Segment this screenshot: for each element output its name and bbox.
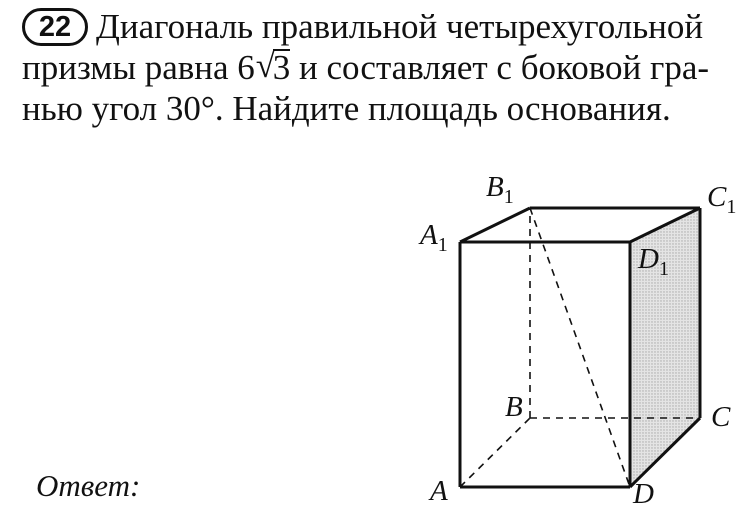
edge-A1B1	[460, 208, 530, 242]
sqrt-radicand: 3	[272, 48, 291, 87]
vertex-label-C1: $C_1$	[707, 181, 737, 218]
edge-AB	[460, 418, 530, 487]
problem-line-2-end: и составляет с боковой гра-	[290, 48, 710, 87]
vertex-label-D1: $D_1$	[638, 243, 669, 280]
vertex-label-B: B	[505, 391, 523, 423]
vertex-label-D: D	[633, 478, 654, 510]
problem-line-1-text: Диагональ правильной четырехугольной	[96, 7, 704, 46]
sqrt-symbol: √	[255, 46, 275, 85]
vertex-label-B1: $B_1$	[486, 171, 514, 208]
problem-line-3: нью угол 30°. Найдите площадь основания.	[22, 89, 671, 128]
vertex-label-A: A	[430, 475, 448, 507]
answer-label: Ответ:	[36, 468, 141, 503]
vertex-label-C: C	[711, 401, 731, 433]
problem-number-badge: 22	[22, 8, 88, 46]
diagonal-B1D	[530, 208, 630, 487]
vertex-label-A1: $A_1$	[420, 219, 448, 256]
problem-line-2-start: призмы равна 6	[22, 48, 255, 87]
